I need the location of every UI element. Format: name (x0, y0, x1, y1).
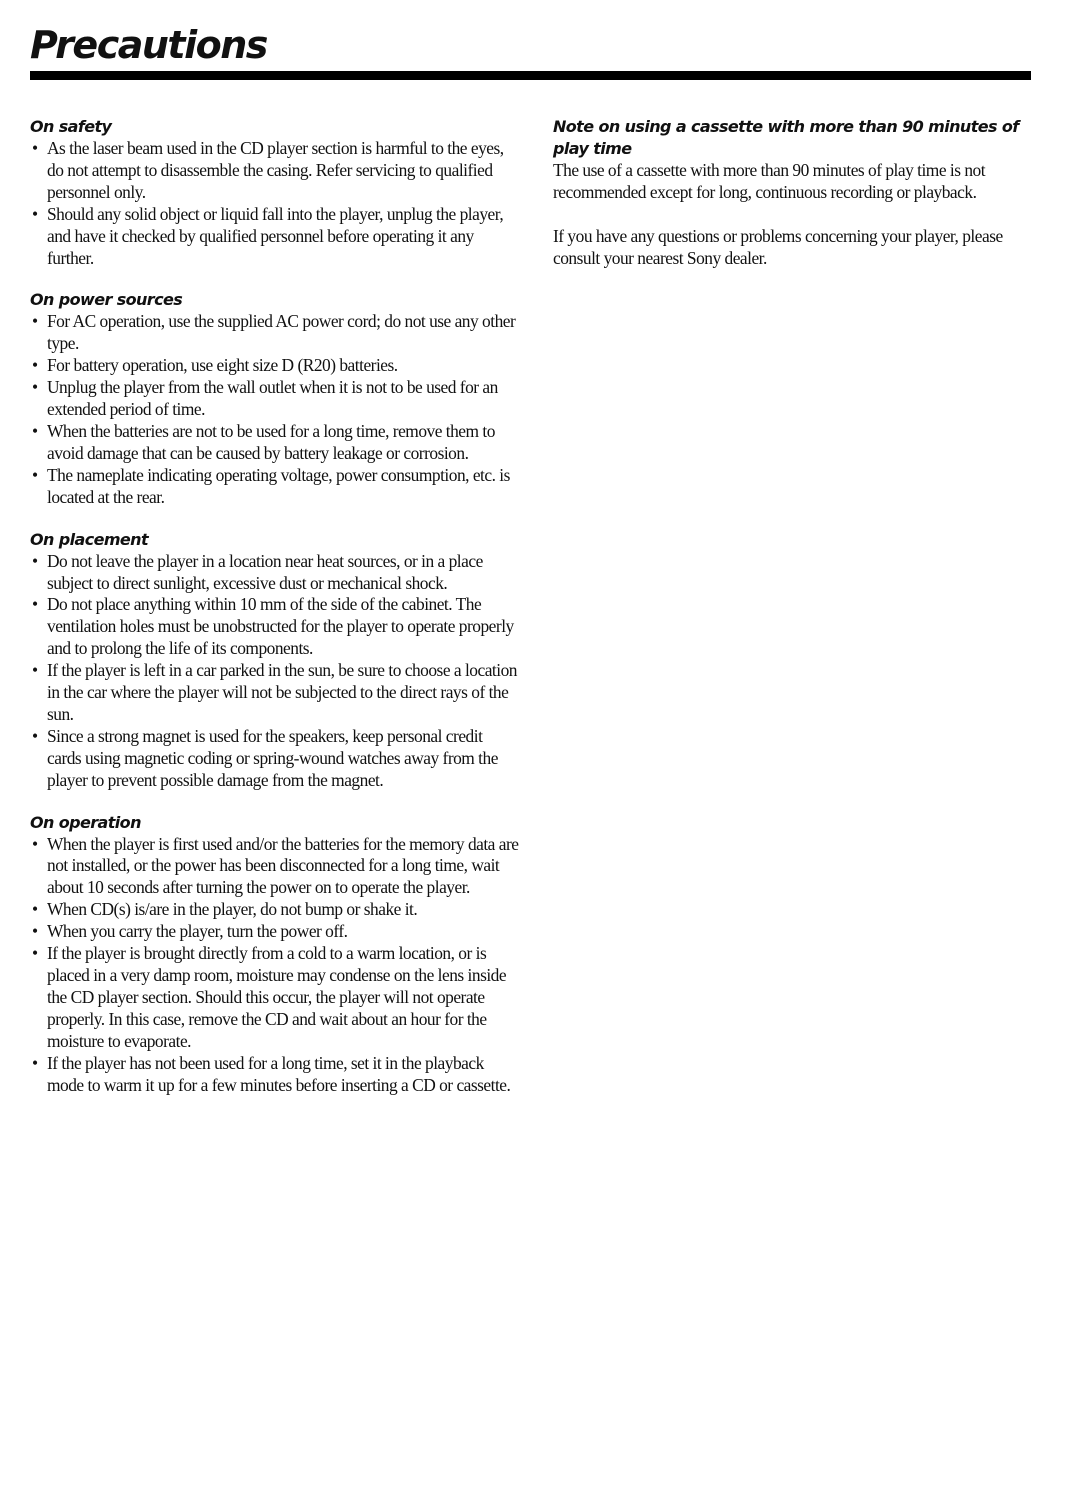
list-item: • Do not place anything within 10 mm of the side of the cabinet. The ventilation holes must be unobstructed for the player to operate properly and to prolong the life of its components. (30, 594, 520, 660)
list-item: • When the player is first used and/or the batteries for the memory data are not installed, or the power has been disconnected for a long time, wait about 10 seconds after turning the power on to operate the player. (30, 834, 520, 900)
note-heading: Note on using a cassette with more than 90 minutes of play time (553, 117, 1019, 158)
dealer-paragraph: If you have any questions or problems concerning your player, please consult your nearest Sony dealer. (553, 225, 1003, 268)
page-title: Precautions (30, 23, 267, 67)
section-on-operation (30, 812, 520, 1097)
section-on-safety (30, 116, 520, 269)
list-item: • Should any solid object or liquid fall into the player, unplug the player, and have it checked by qualified personnel before operating it any further. (30, 204, 520, 270)
list-item: • The nameplate indicating operating voltage, power consumption, etc. is located at the rear. (30, 465, 520, 509)
note-paragraph: The use of a cassette with more than 90 minutes of play time is not recommended except for long, continuous recording or playback. (553, 160, 986, 202)
right-column (553, 116, 1043, 292)
bullet-list (30, 551, 520, 792)
section-heading: On power sources (30, 290, 183, 310)
list-item: • If the player is left in a car parked in the sun, be sure to choose a location in the car where the player will not be subjected to the direct rays of the sun. (30, 660, 520, 726)
list-item: • As the laser beam used in the CD player section is harmful to the eyes, do not attempt to disassemble the casing. Refer servicing to qualified personnel only. (30, 138, 520, 204)
list-item: • Since a strong magnet is used for the speakers, keep personal credit cards using magnetic coding or spring-wound watches away from the player to prevent possible damage from the magnet. (30, 726, 520, 792)
list-item: • When CD(s) is/are in the player, do not bump or shake it. (30, 899, 520, 921)
list-item: • Unplug the player from the wall outlet when it is not to be used for an extended period of time. (30, 377, 520, 421)
list-item: • For AC operation, use the supplied AC power cord; do not use any other type. (30, 311, 520, 355)
list-item: • When the batteries are not to be used for a long time, remove them to avoid damage that can be caused by battery leakage or corrosion. (30, 421, 520, 465)
title-rule (30, 71, 1031, 80)
list-item: • For battery operation, use eight size D (R20) batteries. (30, 355, 520, 377)
left-column (30, 116, 520, 1116)
bullet-list (30, 138, 520, 269)
list-item: • If the player has not been used for a long time, set it in the playback mode to warm it up for a few minutes before inserting a CD or cassette. (30, 1053, 520, 1097)
section-heading: On safety (30, 117, 112, 136)
section-heading: On operation (30, 812, 141, 832)
section-heading: On placement (30, 529, 148, 549)
list-item: • When you carry the player, turn the power off. (30, 921, 520, 943)
list-item: • Do not leave the player in a location near heat sources, or in a place subject to direct sunlight, excessive dust or mechanical shock. (30, 551, 520, 595)
list-item: • If the player is brought directly from a cold to a warm location, or is placed in a very damp room, moisture may condense on the lens inside the CD player section. Should this occur, the player will not operate properly. In this case, remove the CD and wait about an hour for the moisture to evaporate. (30, 943, 520, 1053)
section-on-power-sources (30, 289, 520, 508)
bullet-list (30, 834, 520, 1097)
bullet-list (30, 311, 520, 508)
section-on-placement (30, 529, 520, 792)
